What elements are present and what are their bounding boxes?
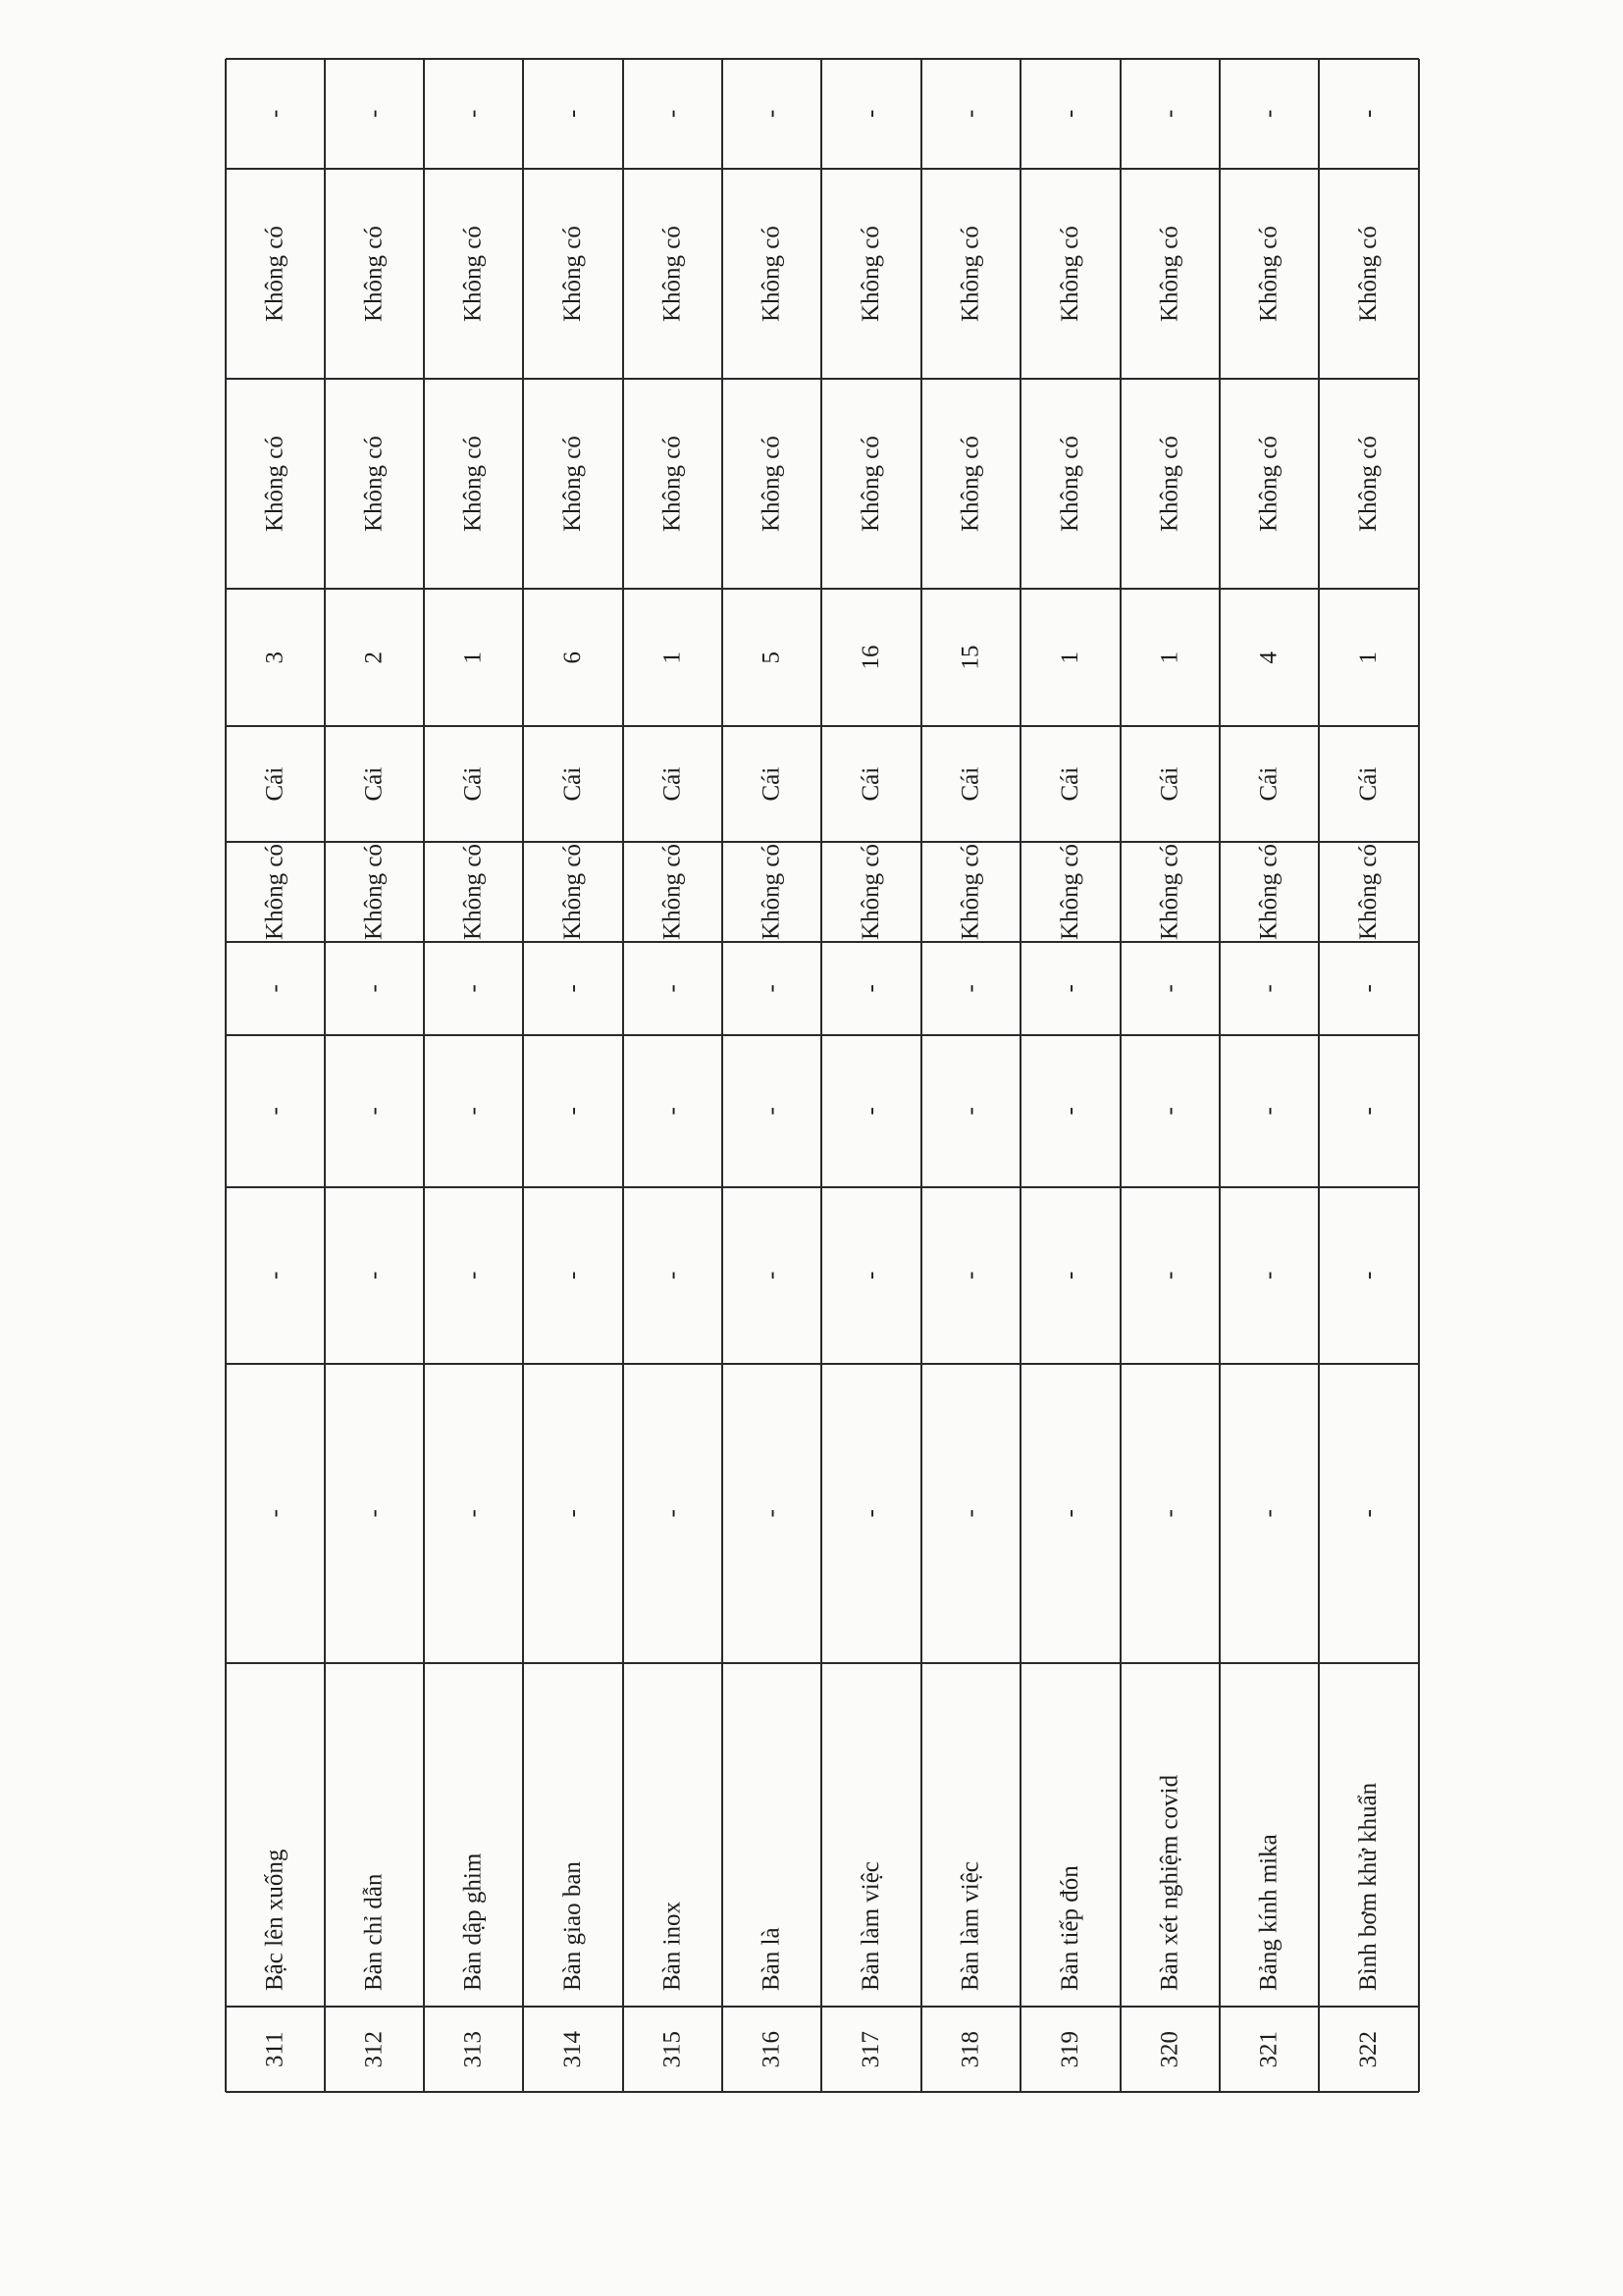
cell-col4: - (1156, 1271, 1183, 1279)
cell-col3: - (261, 1509, 288, 1518)
cell-col6: - (758, 984, 785, 993)
cell-col11: Không có (261, 226, 288, 322)
cell-stt: 319 (1057, 2031, 1083, 2068)
cell-col3: - (858, 1509, 884, 1518)
column-border (226, 1363, 1419, 1365)
cell-quantity: 1 (1156, 652, 1183, 664)
column-border (226, 1186, 1419, 1188)
cell-col5: - (1156, 1107, 1183, 1116)
cell-unit: Cái (261, 766, 288, 802)
cell-col3: - (360, 1509, 388, 1518)
cell-col7: Không có (459, 844, 487, 940)
cell-unit: Cái (360, 766, 388, 802)
cell-stt: 311 (261, 2031, 288, 2067)
column-border (226, 941, 1419, 943)
cell-col11: Không có (858, 226, 884, 322)
cell-unit: Cái (858, 766, 884, 802)
cell-col5: - (559, 1107, 586, 1116)
column-border (226, 58, 1419, 60)
cell-col4: - (459, 1271, 487, 1279)
cell-col6: - (1156, 984, 1183, 993)
row-border (225, 59, 227, 2092)
cell-col6: - (459, 984, 487, 993)
cell-quantity: 1 (1355, 652, 1382, 664)
cell-col10: Không có (1355, 436, 1382, 532)
cell-col3: - (559, 1509, 586, 1518)
cell-col7: Không có (858, 844, 884, 940)
cell-col6: - (559, 984, 586, 993)
column-border (226, 588, 1419, 590)
cell-stt: 322 (1355, 2031, 1382, 2068)
cell-col7: Không có (658, 844, 686, 940)
cell-col7: Không có (758, 844, 785, 940)
cell-note: - (360, 109, 388, 118)
cell-col5: - (858, 1107, 884, 1116)
cell-note: - (559, 109, 586, 118)
row-border (324, 59, 326, 2092)
cell-col11: Không có (1255, 226, 1283, 322)
cell-item-name: Bàn chỉ dẫn (360, 1873, 388, 1991)
cell-col7: Không có (1057, 844, 1083, 940)
cell-col3: - (459, 1509, 487, 1518)
cell-col6: - (1057, 984, 1083, 993)
cell-col4: - (658, 1271, 686, 1279)
cell-quantity: 2 (360, 652, 388, 664)
cell-col5: - (957, 1107, 984, 1116)
cell-stt: 320 (1156, 2031, 1183, 2068)
cell-item-name: Bàn tiếp đón (1057, 1865, 1083, 1991)
cell-col11: Không có (360, 226, 388, 322)
cell-col7: Không có (261, 844, 288, 940)
cell-col4: - (1355, 1271, 1382, 1279)
cell-col4: - (360, 1271, 388, 1279)
cell-col5: - (459, 1107, 487, 1116)
cell-col10: Không có (1156, 436, 1183, 532)
cell-stt: 317 (858, 2031, 884, 2068)
cell-col10: Không có (658, 436, 686, 532)
cell-note: - (957, 109, 984, 118)
row-border (1120, 59, 1122, 2092)
cell-note: - (1156, 109, 1183, 118)
cell-col5: - (658, 1107, 686, 1116)
row-border (721, 59, 723, 2092)
cell-col11: Không có (957, 226, 984, 322)
column-border (226, 378, 1419, 380)
cell-col3: - (658, 1509, 686, 1518)
cell-note: - (261, 109, 288, 118)
cell-col6: - (957, 984, 984, 993)
cell-col10: Không có (559, 436, 586, 532)
cell-unit: Cái (758, 766, 785, 802)
cell-col5: - (360, 1107, 388, 1116)
cell-col5: - (758, 1107, 785, 1116)
cell-stt: 316 (758, 2031, 785, 2068)
cell-col10: Không có (1057, 436, 1083, 532)
cell-quantity: 1 (1057, 652, 1083, 664)
cell-unit: Cái (559, 766, 586, 802)
cell-stt: 321 (1255, 2031, 1283, 2068)
cell-quantity: 16 (858, 645, 884, 670)
cell-quantity: 15 (957, 645, 984, 670)
cell-col3: - (758, 1509, 785, 1518)
cell-col10: Không có (459, 436, 487, 532)
cell-col4: - (1057, 1271, 1083, 1279)
column-border (226, 2006, 1419, 2008)
cell-col7: Không có (559, 844, 586, 940)
cell-col4: - (758, 1271, 785, 1279)
cell-item-name: Bàn giao ban (559, 1861, 586, 1991)
cell-col11: Không có (459, 226, 487, 322)
cell-item-name: Bảng kính mika (1255, 1834, 1283, 1991)
cell-item-name: Bàn inox (658, 1902, 686, 1991)
cell-quantity: 1 (658, 652, 686, 664)
column-border (226, 1034, 1419, 1036)
cell-col10: Không có (758, 436, 785, 532)
cell-note: - (1355, 109, 1382, 118)
cell-note: - (758, 109, 785, 118)
cell-quantity: 3 (261, 652, 288, 664)
row-border (522, 59, 524, 2092)
row-border (820, 59, 822, 2092)
cell-item-name: Bậc lên xuống (261, 1849, 288, 1991)
cell-col4: - (957, 1271, 984, 1279)
cell-col3: - (957, 1509, 984, 1518)
cell-col4: - (858, 1271, 884, 1279)
cell-col11: Không có (758, 226, 785, 322)
cell-col11: Không có (1156, 226, 1183, 322)
cell-unit: Cái (1255, 766, 1283, 802)
cell-stt: 318 (957, 2031, 984, 2068)
cell-item-name: Bàn làm việc (957, 1861, 984, 1991)
cell-col11: Không có (1355, 226, 1382, 322)
cell-note: - (1057, 109, 1083, 118)
cell-col5: - (1057, 1107, 1083, 1116)
column-border (226, 725, 1419, 727)
cell-quantity: 1 (459, 652, 487, 664)
cell-stt: 314 (559, 2031, 586, 2068)
cell-quantity: 5 (758, 652, 785, 664)
cell-item-name: Bình bơm khử khuẩn (1355, 1782, 1382, 1991)
cell-col5: - (1255, 1107, 1283, 1116)
cell-col6: - (858, 984, 884, 993)
cell-col10: Không có (858, 436, 884, 532)
cell-col11: Không có (658, 226, 686, 322)
cell-note: - (658, 109, 686, 118)
row-border (622, 59, 624, 2092)
cell-col4: - (559, 1271, 586, 1279)
column-border (226, 841, 1419, 843)
cell-unit: Cái (1156, 766, 1183, 802)
cell-quantity: 6 (559, 652, 586, 664)
cell-unit: Cái (658, 766, 686, 802)
cell-col10: Không có (957, 436, 984, 532)
column-border (226, 2091, 1419, 2093)
cell-unit: Cái (459, 766, 487, 802)
row-border (920, 59, 922, 2092)
cell-col5: - (1355, 1107, 1382, 1116)
cell-col4: - (261, 1271, 288, 1279)
cell-col3: - (1156, 1509, 1183, 1518)
cell-col6: - (1255, 984, 1283, 993)
row-border (1219, 59, 1221, 2092)
cell-item-name: Bàn xét nghiệm covid (1156, 1774, 1183, 1991)
cell-col10: Không có (261, 436, 288, 532)
cell-col3: - (1255, 1509, 1283, 1518)
cell-col4: - (1255, 1271, 1283, 1279)
cell-stt: 315 (658, 2031, 686, 2068)
cell-col6: - (658, 984, 686, 993)
cell-item-name: Bàn làm việc (858, 1861, 884, 1991)
cell-unit: Cái (1355, 766, 1382, 802)
cell-col7: Không có (957, 844, 984, 940)
column-border (226, 168, 1419, 170)
cell-note: - (459, 109, 487, 118)
cell-stt: 312 (360, 2031, 388, 2068)
cell-quantity: 4 (1255, 652, 1283, 664)
row-border (1318, 59, 1320, 2092)
row-border (423, 59, 425, 2092)
cell-col5: - (261, 1107, 288, 1116)
cell-col11: Không có (1057, 226, 1083, 322)
cell-note: - (1255, 109, 1283, 118)
cell-col11: Không có (559, 226, 586, 322)
row-border (1418, 59, 1420, 2092)
cell-col10: Không có (360, 436, 388, 532)
cell-unit: Cái (957, 766, 984, 802)
row-border (1020, 59, 1021, 2092)
column-border (226, 1662, 1419, 1664)
cell-col3: - (1057, 1509, 1083, 1518)
cell-item-name: Bàn là (758, 1927, 785, 1991)
cell-item-name: Bàn dập ghim (459, 1852, 487, 1991)
cell-col6: - (360, 984, 388, 993)
cell-col6: - (261, 984, 288, 993)
cell-stt: 313 (459, 2031, 487, 2068)
cell-note: - (858, 109, 884, 118)
cell-col7: Không có (1355, 844, 1382, 940)
cell-col7: Không có (1156, 844, 1183, 940)
cell-col7: Không có (360, 844, 388, 940)
cell-col3: - (1355, 1509, 1382, 1518)
cell-col10: Không có (1255, 436, 1283, 532)
cell-unit: Cái (1057, 766, 1083, 802)
cell-col6: - (1355, 984, 1382, 993)
cell-col7: Không có (1255, 844, 1283, 940)
